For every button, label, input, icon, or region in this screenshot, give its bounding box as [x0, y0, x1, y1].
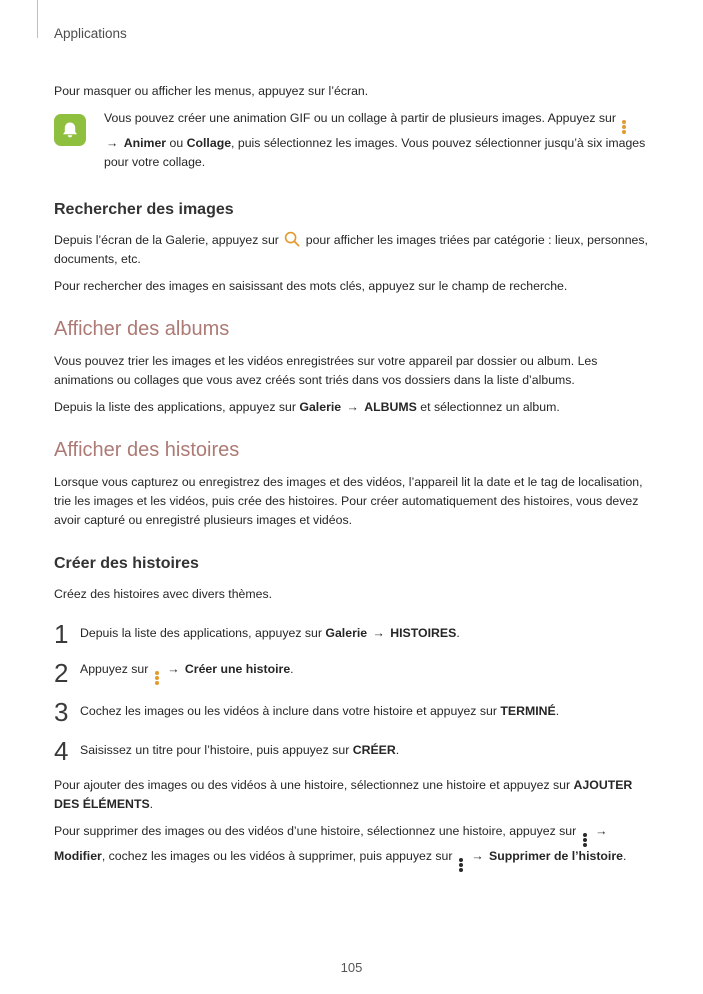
more-options-icon — [459, 858, 463, 872]
search-icon — [284, 231, 300, 247]
search-section-title: Rechercher des images — [54, 201, 234, 219]
step-number: 4 — [54, 735, 69, 766]
step-number: 1 — [54, 618, 69, 649]
albums-section-title: Afficher des albums — [54, 318, 230, 341]
supprimer-label: Supprimer de l’histoire — [489, 849, 623, 864]
step-3 — [54, 692, 649, 731]
albums-para-2: Depuis la liste des applications, appuyez sur Galerie → ALBUMS et sélectionnez un album. — [54, 400, 560, 415]
stories-para-1: Lorsque vous capturez ou enregistrez des images et des vidéos, l’appareil lit la date et le tag de localisation, trie les images et les vidéos, puis crée des histoires. Pour créer automatiquement des histoires, vous devez avoir capturé ou enregistré plusieurs images et vidéos. — [54, 475, 643, 528]
note-block — [54, 109, 649, 172]
corner-divider — [37, 0, 38, 38]
delete-items-para: Pour supprimer des images ou des vidéos d’une histoire, sélectionnez une histoire, appuyez sur → Modifier, cochez les images ou les vidéos à supprimer, puis appuyez sur → Supprimer de l’histoire. — [54, 822, 649, 872]
albums-label: ALBUMS — [364, 400, 417, 415]
step-number: 2 — [54, 657, 69, 688]
add-items-para: Pour ajouter des images ou des vidéos à une histoire, sélectionnez une histoire et appuyez sur AJOUTER DES ÉLÉMENTS. — [54, 778, 633, 812]
stories-section-title: Afficher des histoires — [54, 439, 240, 462]
intro-text: Pour masquer ou afficher les menus, appuyez sur l’écran. — [54, 84, 369, 98]
create-intro: Créez des histoires avec divers thèmes. — [54, 587, 273, 602]
step-text: Cochez les images ou les vidéos à inclure dans votre histoire et appuyez sur TERMINÉ. — [80, 704, 560, 719]
step-number: 3 — [54, 696, 69, 727]
step-text: Depuis la liste des applications, appuyez sur Galerie → HISTOIRES. — [80, 626, 460, 641]
step-1 — [54, 614, 649, 653]
step-text: Appuyez sur → Créer une histoire. — [80, 660, 294, 685]
add-items-label: AJOUTER DES ÉLÉMENTS — [54, 778, 633, 812]
more-options-icon — [155, 671, 159, 685]
albums-para-1: Vous pouvez trier les images et les vidéos enregistrées sur votre appareil par dossier ou album. Les animations ou collages que vous avez créés sont triés dans vos dossiers dans la liste d’albums. — [54, 354, 598, 388]
animer-label: Animer — [123, 136, 167, 151]
more-options-icon — [622, 120, 626, 134]
more-options-icon — [583, 833, 587, 847]
collage-label: Collage — [186, 136, 232, 151]
page-content — [54, 82, 649, 880]
note-text: Vous pouvez créer une animation GIF ou un collage à partir de plusieurs images. Appuyez sur → Animer ou Collage, puis sélectionnez les images. Vous pouvez sélectionner jusqu’à six images pour votre collage. — [104, 111, 646, 170]
step-2 — [54, 653, 649, 692]
page-header: Applications — [54, 26, 127, 41]
search-para-2: Pour rechercher des images en saisissant des mots clés, appuyez sur le champ de recherche. — [54, 279, 568, 294]
step-text: Saisissez un titre pour l’histoire, puis appuyez sur CRÉER. — [80, 743, 400, 758]
step-4 — [54, 731, 649, 770]
create-section-title: Créer des histoires — [54, 555, 199, 573]
modifier-label: Modifier — [54, 849, 102, 864]
search-para-1: Depuis l’écran de la Galerie, appuyez sur pour afficher les images triées par catégorie : lieux, personnes, documents, etc. — [54, 232, 648, 266]
bell-icon — [54, 114, 86, 146]
page-number: 105 — [340, 960, 363, 975]
steps-list — [54, 614, 649, 770]
galerie-label: Galerie — [299, 400, 342, 415]
